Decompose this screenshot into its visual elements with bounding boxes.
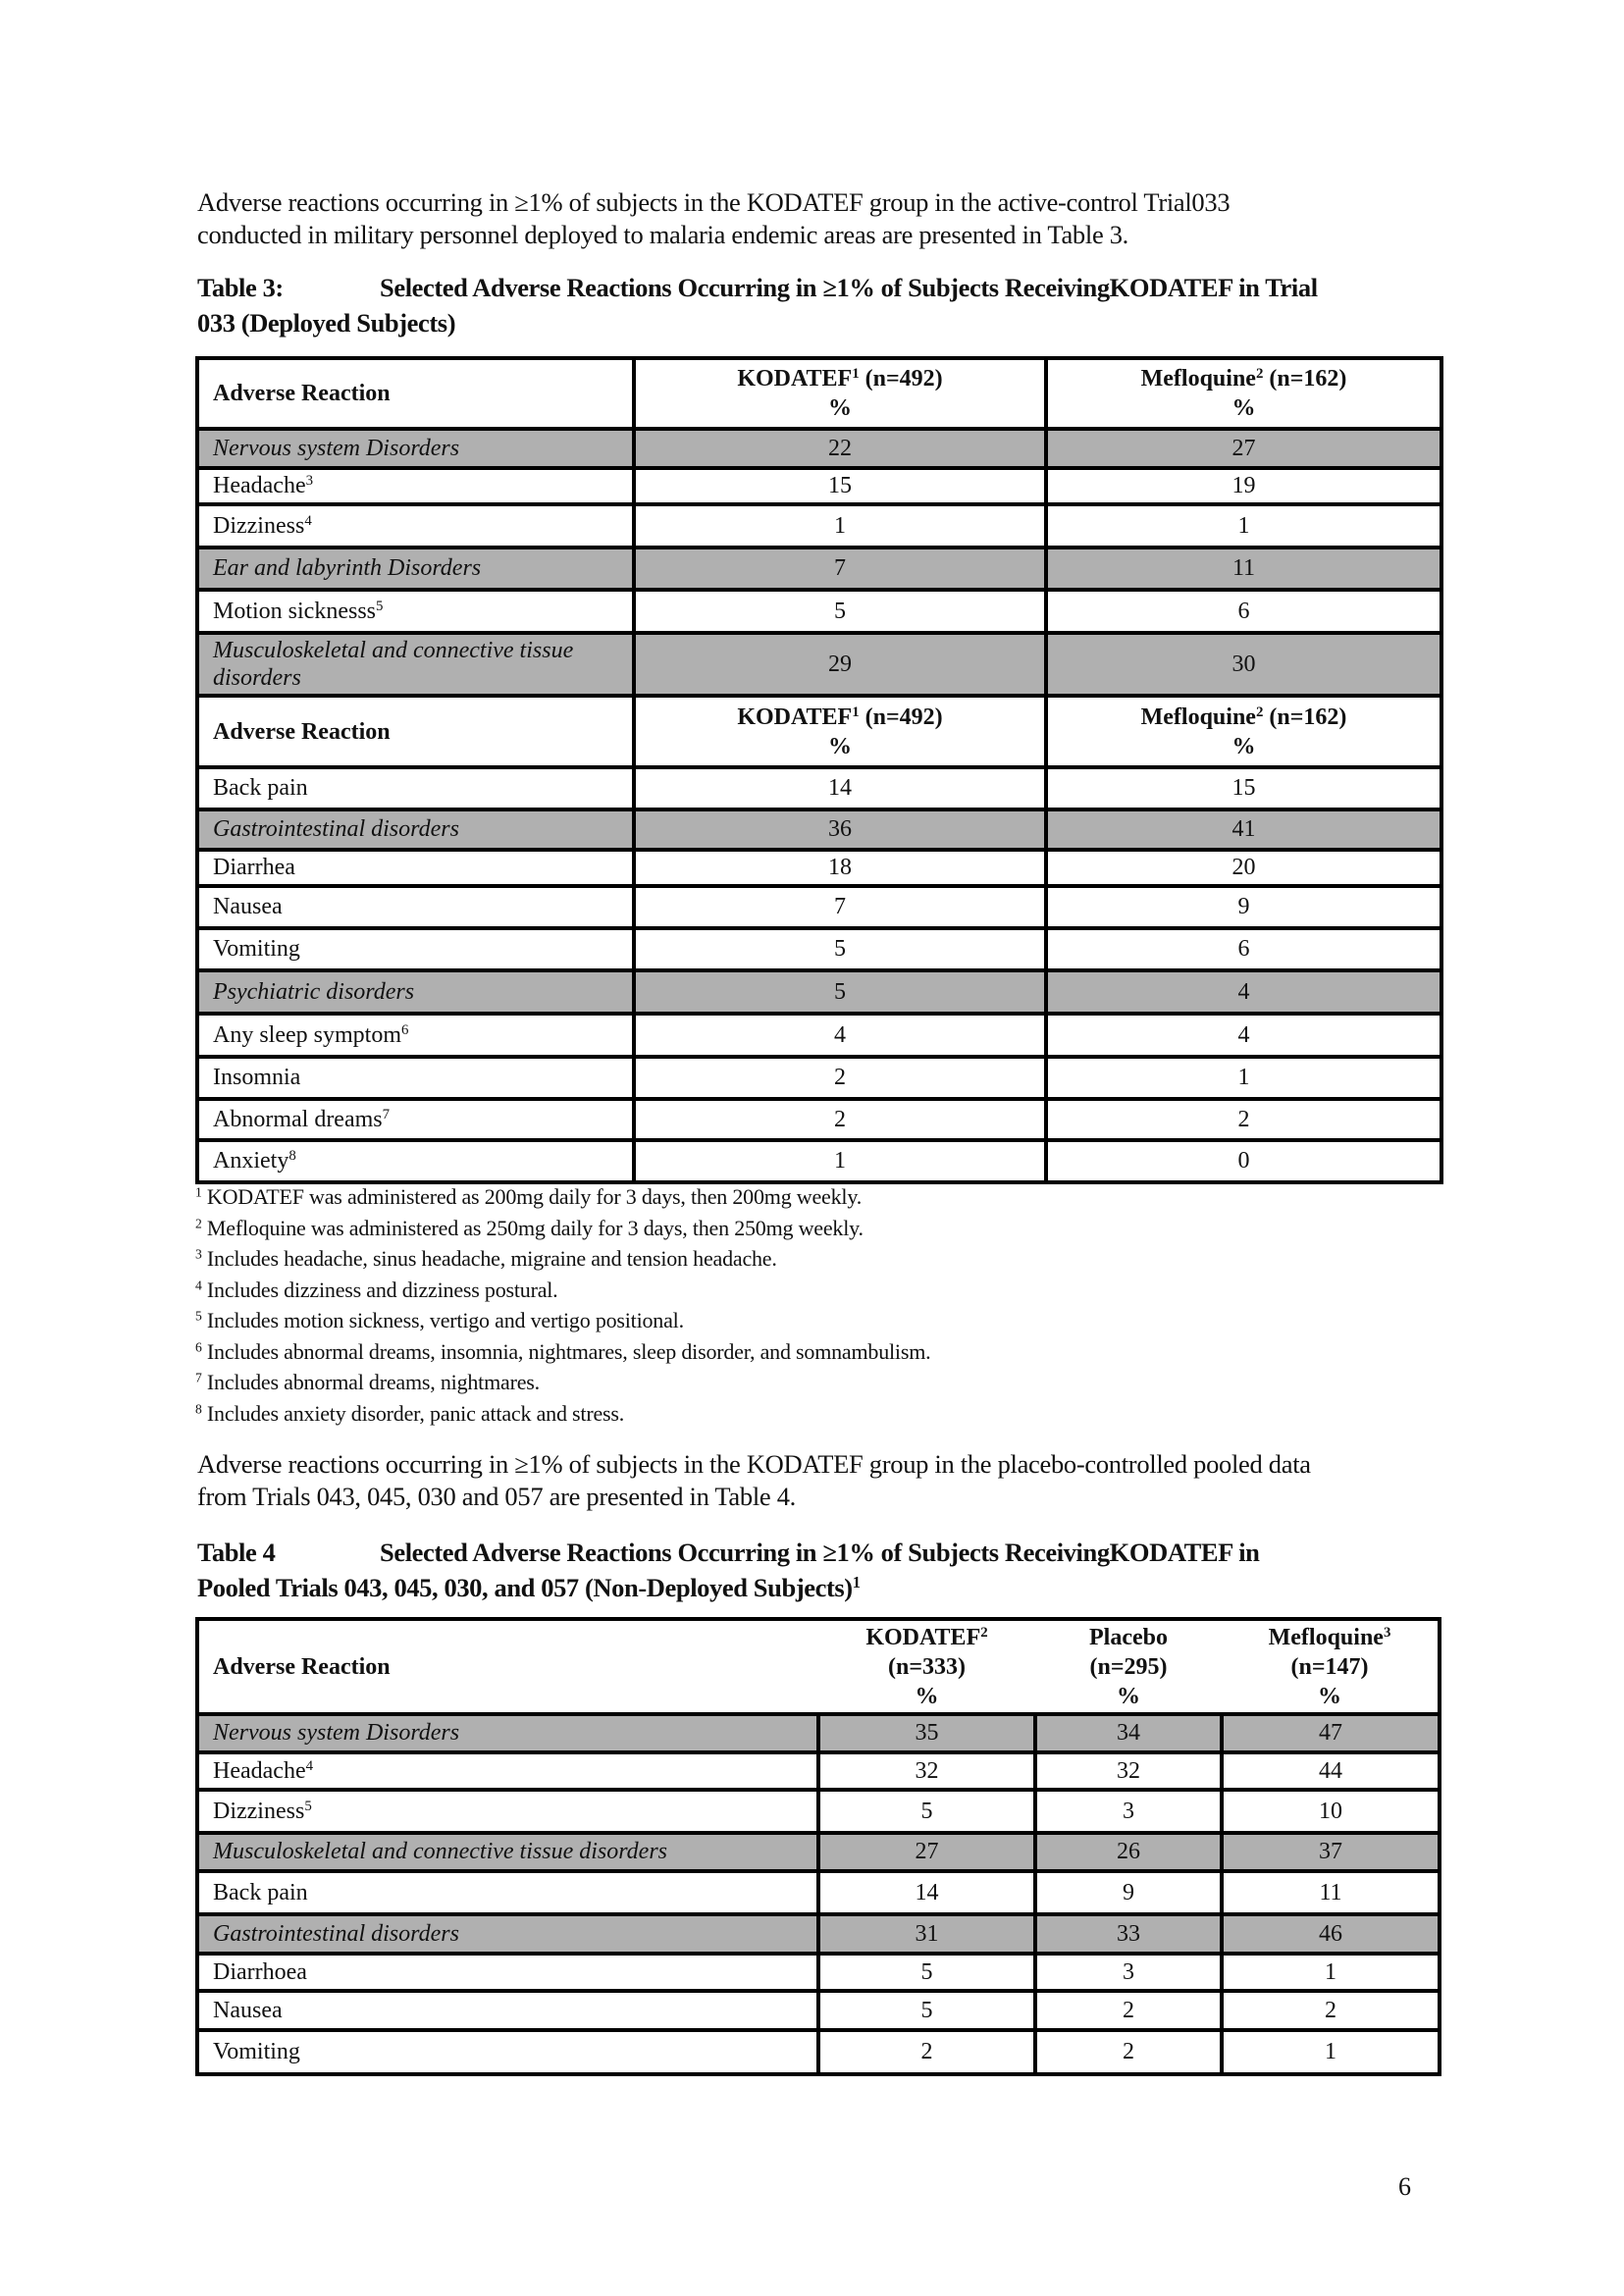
kodatef-pct: 31: [818, 1914, 1035, 1954]
mefloquine-pct: 6: [1046, 590, 1441, 633]
reaction-label: Musculoskeletal and connective tissue disorders: [197, 1833, 818, 1871]
table-row: [197, 1099, 1441, 1140]
mefloquine-pct: 47: [1222, 1714, 1440, 1752]
mefloquine-pct: 37: [1222, 1833, 1440, 1871]
placebo-pct: 3: [1035, 1954, 1222, 1991]
kodatef-pct: 7: [634, 548, 1046, 590]
kodatef-pct: 5: [634, 970, 1046, 1014]
reaction-label: Dizziness$^4$: [197, 504, 634, 548]
reaction-label: Gastrointestinal disorders: [197, 809, 634, 850]
reaction-label: Back pain: [197, 1871, 818, 1914]
kodatef-pct: 35: [818, 1714, 1035, 1752]
kodatef-pct: 2: [634, 1099, 1046, 1140]
reaction-label: Ear and labyrinth Disorders: [197, 548, 634, 590]
intro-paragraph-table3: [197, 186, 1463, 251]
col-header-adverse-reaction: Adverse Reaction: [197, 696, 634, 767]
table-row: [197, 1871, 1440, 1914]
mefloquine-pct: 1: [1046, 1057, 1441, 1099]
mefloquine-pct: 1: [1222, 2030, 1440, 2074]
kodatef-pct: 5: [818, 1991, 1035, 2030]
table3-title: Selected Adverse Reactions Occurring in ≥1% of Subjects ReceivingKODATEF in Trial: [380, 273, 1318, 302]
kodatef-pct: 2: [634, 1057, 1046, 1099]
table3-caption: [197, 270, 1463, 340]
mefloquine-pct: 20: [1046, 850, 1441, 886]
table-row: [197, 1140, 1441, 1182]
reaction-label: Any sleep symptom$^6$: [197, 1014, 634, 1057]
col-header-kodatef: KODATEF$^1$ (n=492) %: [634, 696, 1046, 767]
kodatef-pct: 1: [634, 1140, 1046, 1182]
table-row: [197, 2030, 1440, 2074]
mefloquine-pct: 41: [1046, 809, 1441, 850]
table-row: [197, 1014, 1441, 1057]
kodatef-pct: 5: [634, 590, 1046, 633]
category-row: [197, 429, 1441, 468]
col-header-mefloquine: Mefloquine$^2$ (n=162) %: [1046, 358, 1441, 429]
category-row: [197, 809, 1441, 850]
footnote: $^6$ Includes abnormal dreams, insomnia, nightmares, sleep disorder, and somnambulism.: [195, 1338, 931, 1364]
table3-title-cont: 033 (Deployed Subjects): [197, 308, 456, 338]
col-header-mefloquine: Mefloquine$^3$ (n=147) %: [1222, 1619, 1440, 1714]
table-row: [197, 590, 1441, 633]
kodatef-pct: 18: [634, 850, 1046, 886]
mefloquine-pct: 46: [1222, 1914, 1440, 1954]
col-header-kodatef: KODATEF$^1$ (n=492) %: [634, 358, 1046, 429]
kodatef-pct: 5: [818, 1954, 1035, 1991]
table-row: [197, 767, 1441, 809]
mefloquine-pct: 0: [1046, 1140, 1441, 1182]
mefloquine-pct: 6: [1046, 928, 1441, 970]
table-header-row-repeat: [197, 696, 1441, 767]
mefloquine-pct: 15: [1046, 767, 1441, 809]
reaction-label: Gastrointestinal disorders: [197, 1914, 818, 1954]
placebo-pct: 3: [1035, 1790, 1222, 1833]
table-header-row: [197, 1619, 1440, 1714]
table-row: [197, 928, 1441, 970]
table-row: [197, 1057, 1441, 1099]
category-row: [197, 1833, 1440, 1871]
kodatef-pct: 5: [634, 928, 1046, 970]
table-row: [197, 504, 1441, 548]
table-row: [197, 1991, 1440, 2030]
intro-paragraph-table4: [197, 1448, 1463, 1513]
reaction-label: Diarrhoea: [197, 1954, 818, 1991]
mefloquine-pct: 2: [1046, 1099, 1441, 1140]
kodatef-pct: 5: [818, 1790, 1035, 1833]
intro-line: from Trials 043, 045, 030 and 057 are presented in Table 4.: [197, 1482, 796, 1511]
table4-title-cont: Pooled Trials 043, 045, 030, and 057 (Non-Deployed Subjects): [197, 1573, 853, 1602]
col-header-adverse-reaction: Adverse Reaction: [197, 358, 634, 429]
col-header-kodatef: KODATEF$^2$ (n=333) %: [818, 1619, 1035, 1714]
table4-label: Table 4: [197, 1538, 276, 1567]
table4-title: Selected Adverse Reactions Occurring in ≥1% of Subjects ReceivingKODATEF in: [380, 1538, 1260, 1567]
reaction-label: Nervous system Disorders: [197, 429, 634, 468]
kodatef-pct: 4: [634, 1014, 1046, 1057]
reaction-label: Headache$^3$: [197, 468, 634, 504]
reaction-label: Diarrhea: [197, 850, 634, 886]
kodatef-pct: 1: [634, 504, 1046, 548]
placebo-pct: 2: [1035, 1991, 1222, 2030]
reaction-label: Motion sicknesss$^5$: [197, 590, 634, 633]
footnote: $^4$ Includes dizziness and dizziness postural.: [195, 1277, 558, 1302]
mefloquine-pct: 4: [1046, 970, 1441, 1014]
kodatef-pct: 27: [818, 1833, 1035, 1871]
reaction-label: Headache$^4$: [197, 1752, 818, 1790]
footnote: $^5$ Includes motion sickness, vertigo and vertigo positional.: [195, 1308, 684, 1332]
category-row: [197, 1714, 1440, 1752]
footnote: $^2$ Mefloquine was administered as 250mg daily for 3 days, then 250mg weekly.: [195, 1215, 864, 1240]
table-row: [197, 1752, 1440, 1790]
category-row: [197, 1914, 1440, 1954]
page-number: 6: [1398, 2172, 1411, 2201]
reaction-label: Insomnia: [197, 1057, 634, 1099]
reaction-label: Psychiatric disorders: [197, 970, 634, 1014]
kodatef-pct: 7: [634, 886, 1046, 928]
col-header-adverse-reaction: Adverse Reaction: [197, 1619, 818, 1714]
table3-adverse-reactions: [195, 356, 1443, 1184]
mefloquine-pct: 19: [1046, 468, 1441, 504]
category-row: [197, 548, 1441, 590]
mefloquine-pct: 44: [1222, 1752, 1440, 1790]
footnote: $^8$ Includes anxiety disorder, panic attack and stress.: [195, 1400, 625, 1426]
col-header-mefloquine: Mefloquine$^2$ (n=162) %: [1046, 696, 1441, 767]
mefloquine-pct: 1: [1046, 504, 1441, 548]
table4-caption: [197, 1535, 1463, 1605]
intro-line: conducted in military personnel deployed to malaria endemic areas are presented in Table 3.: [197, 220, 1129, 249]
mefloquine-pct: 27: [1046, 429, 1441, 468]
placebo-pct: 34: [1035, 1714, 1222, 1752]
placebo-pct: 32: [1035, 1752, 1222, 1790]
category-row: [197, 633, 1441, 696]
mefloquine-pct: 11: [1046, 548, 1441, 590]
category-row: [197, 970, 1441, 1014]
placebo-pct: 26: [1035, 1833, 1222, 1871]
table-row: [197, 850, 1441, 886]
table4-adverse-reactions: [195, 1617, 1441, 2076]
kodatef-pct: 36: [634, 809, 1046, 850]
table-row: [197, 468, 1441, 504]
kodatef-pct: 14: [818, 1871, 1035, 1914]
placebo-pct: 9: [1035, 1871, 1222, 1914]
mefloquine-pct: 11: [1222, 1871, 1440, 1914]
table3-footnotes: [195, 1181, 1373, 1429]
col-header-placebo: Placebo (n=295) %: [1035, 1619, 1222, 1714]
reaction-label: Vomiting: [197, 928, 634, 970]
footnote: $^7$ Includes abnormal dreams, nightmares.: [195, 1370, 540, 1394]
table-header-row: [197, 358, 1441, 429]
reaction-label: Musculoskeletal and connective tissue disorders: [197, 633, 634, 696]
footnote: $^3$ Includes headache, sinus headache, migraine and tension headache.: [195, 1246, 777, 1271]
mefloquine-pct: 2: [1222, 1991, 1440, 2030]
kodatef-pct: 2: [818, 2030, 1035, 2074]
reaction-label: Nervous system Disorders: [197, 1714, 818, 1752]
mefloquine-pct: 1: [1222, 1954, 1440, 1991]
intro-line: Adverse reactions occurring in ≥1% of subjects in the KODATEF group in the placebo-controlled pooled data: [197, 1449, 1311, 1479]
footnote: $^1$ KODATEF was administered as 200mg daily for 3 days, then 200mg weekly.: [195, 1184, 862, 1209]
mefloquine-pct: 4: [1046, 1014, 1441, 1057]
reaction-label: Dizziness$^5$: [197, 1790, 818, 1833]
kodatef-pct: 32: [818, 1752, 1035, 1790]
table-row: [197, 886, 1441, 928]
intro-line: Adverse reactions occurring in ≥1% of subjects in the KODATEF group in the active-control Trial033: [197, 187, 1231, 217]
table4-title-footnote-ref: 1: [852, 1572, 861, 1592]
reaction-label: Abnormal dreams$^7$: [197, 1099, 634, 1140]
mefloquine-pct: 10: [1222, 1790, 1440, 1833]
reaction-label: Vomiting: [197, 2030, 818, 2074]
table3-label: Table 3:: [197, 273, 284, 302]
reaction-label: Back pain: [197, 767, 634, 809]
mefloquine-pct: 9: [1046, 886, 1441, 928]
reaction-label: Nausea: [197, 1991, 818, 2030]
placebo-pct: 33: [1035, 1914, 1222, 1954]
kodatef-pct: 29: [634, 633, 1046, 696]
table-row: [197, 1954, 1440, 1991]
reaction-label: Anxiety$^8$: [197, 1140, 634, 1182]
reaction-label: Nausea: [197, 886, 634, 928]
table-row: [197, 1790, 1440, 1833]
placebo-pct: 2: [1035, 2030, 1222, 2074]
kodatef-pct: 22: [634, 429, 1046, 468]
mefloquine-pct: 30: [1046, 633, 1441, 696]
kodatef-pct: 14: [634, 767, 1046, 809]
kodatef-pct: 15: [634, 468, 1046, 504]
